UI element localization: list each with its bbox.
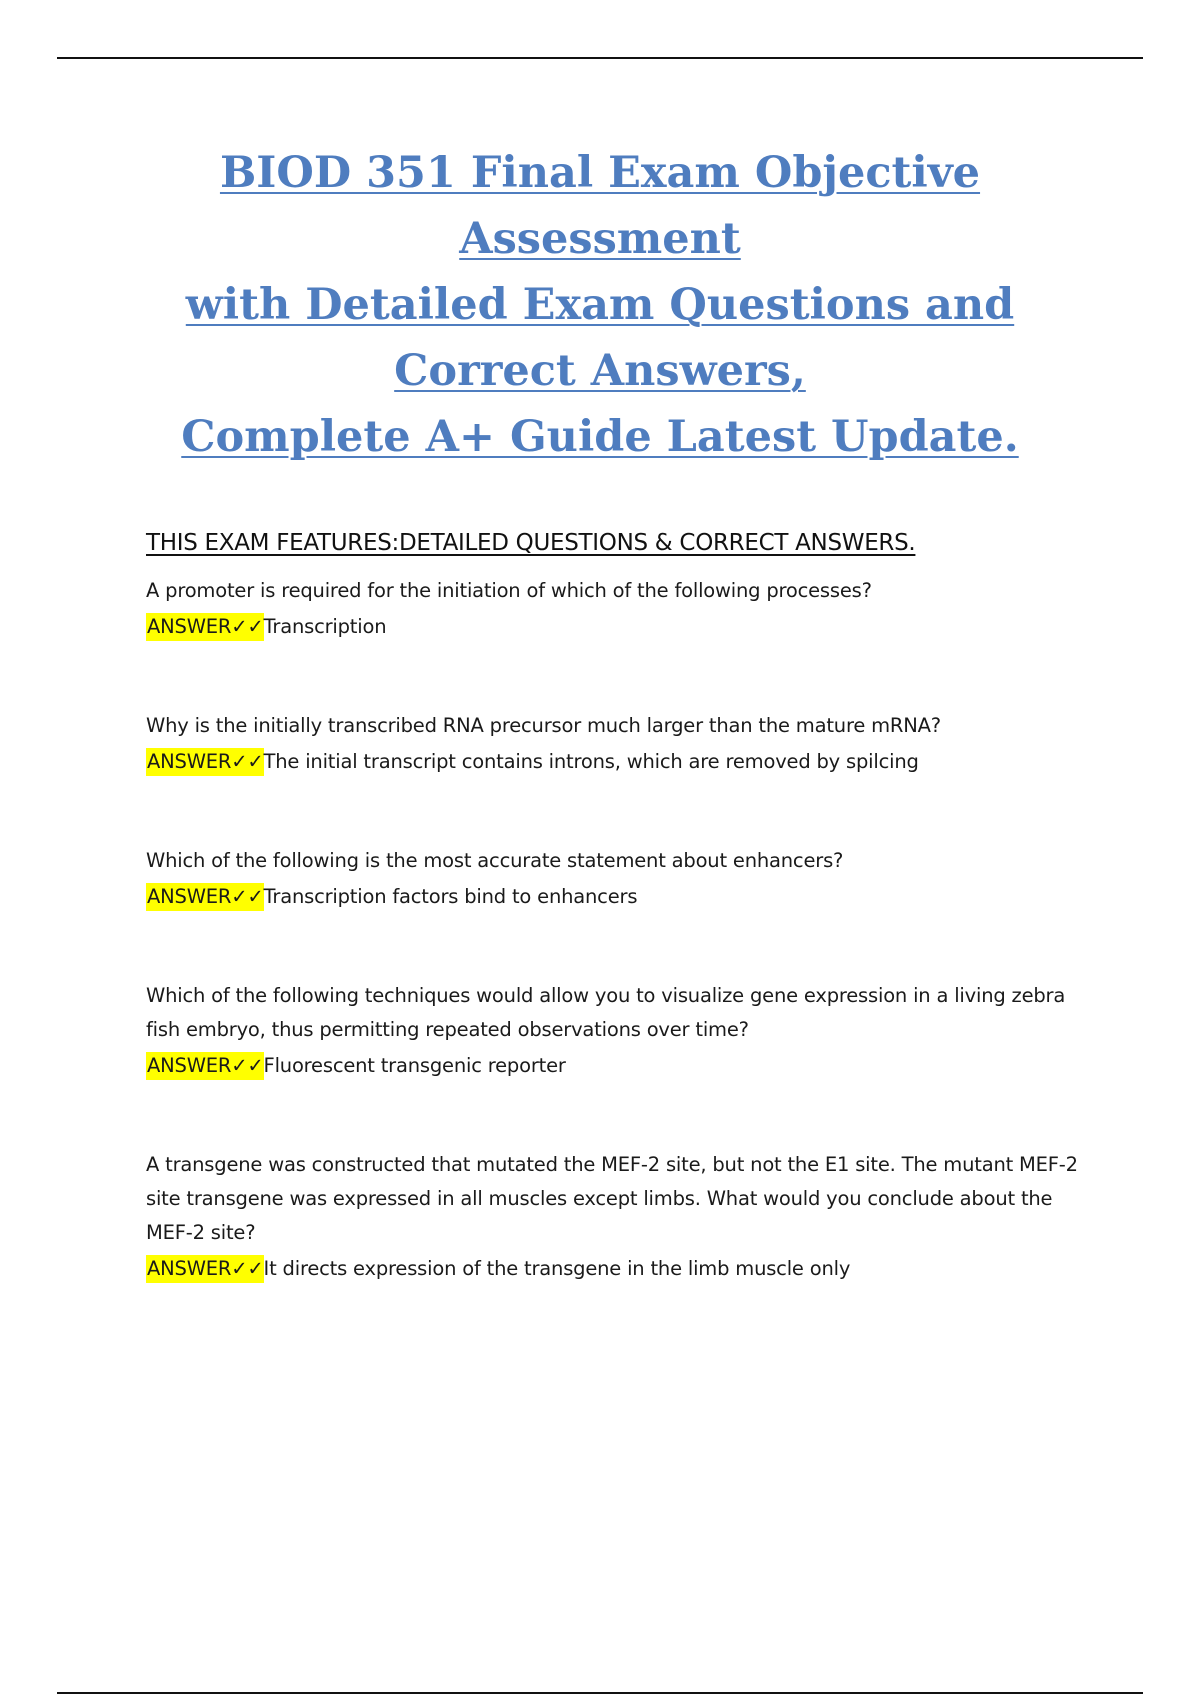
question-block xyxy=(146,709,1088,780)
top-rule xyxy=(57,57,1143,59)
exam-content xyxy=(146,528,1088,1287)
title-line-1: BIOD 351 Final Exam Objective xyxy=(219,148,981,198)
answer-tag: ANSWER✓✓ xyxy=(146,883,264,911)
answer-text: The initial transcript contains introns, which are removed by spilcing xyxy=(263,750,919,773)
answer-line xyxy=(146,878,1088,915)
question-block xyxy=(146,574,1088,645)
title-line-5: Complete A+ Guide Latest Update. xyxy=(181,412,1019,462)
features-heading: THIS EXAM FEATURES:DETAILED QUESTIONS & CORRECT ANSWERS. xyxy=(146,530,916,556)
answer-tag: ANSWER✓✓ xyxy=(146,1052,264,1080)
title-line-4: Correct Answers, xyxy=(394,346,806,396)
answer-text: Fluorescent transgenic reporter xyxy=(263,1054,566,1077)
answer-line xyxy=(146,743,1088,780)
answer-line xyxy=(146,608,1088,645)
document-title xyxy=(100,140,1100,470)
title-line-2: Assessment xyxy=(459,214,741,264)
question-text: Which of the following techniques would allow you to visualize gene expression in a living zebra fish embryo, thus permitting repeated observations over time? xyxy=(146,984,1066,1041)
title-line-3: with Detailed Exam Questions and xyxy=(185,280,1015,330)
bottom-rule xyxy=(57,1692,1143,1694)
question-text: A promoter is required for the initiation of which of the following processes? xyxy=(146,579,872,602)
answer-line xyxy=(146,1250,1088,1287)
question-block xyxy=(146,844,1088,915)
answer-text: Transcription xyxy=(263,615,387,638)
answer-text: Transcription factors bind to enhancers xyxy=(263,885,638,908)
answer-tag: ANSWER✓✓ xyxy=(146,1255,264,1283)
answer-tag: ANSWER✓✓ xyxy=(146,613,264,641)
question-text: A transgene was constructed that mutated the MEF-2 site, but not the E1 site. The mutant MEF-2 site transgene was expressed in all muscles except limbs. What would you conclude about the MEF-2 site? xyxy=(146,1153,1078,1244)
answer-tag: ANSWER✓✓ xyxy=(146,748,264,776)
question-text: Which of the following is the most accurate statement about enhancers? xyxy=(146,849,844,872)
question-text: Why is the initially transcribed RNA precursor much larger than the mature mRNA? xyxy=(146,714,941,737)
answer-line xyxy=(146,1047,1088,1084)
question-block xyxy=(146,979,1088,1084)
question-block xyxy=(146,1148,1088,1287)
answer-text: It directs expression of the transgene in the limb muscle only xyxy=(263,1257,851,1280)
